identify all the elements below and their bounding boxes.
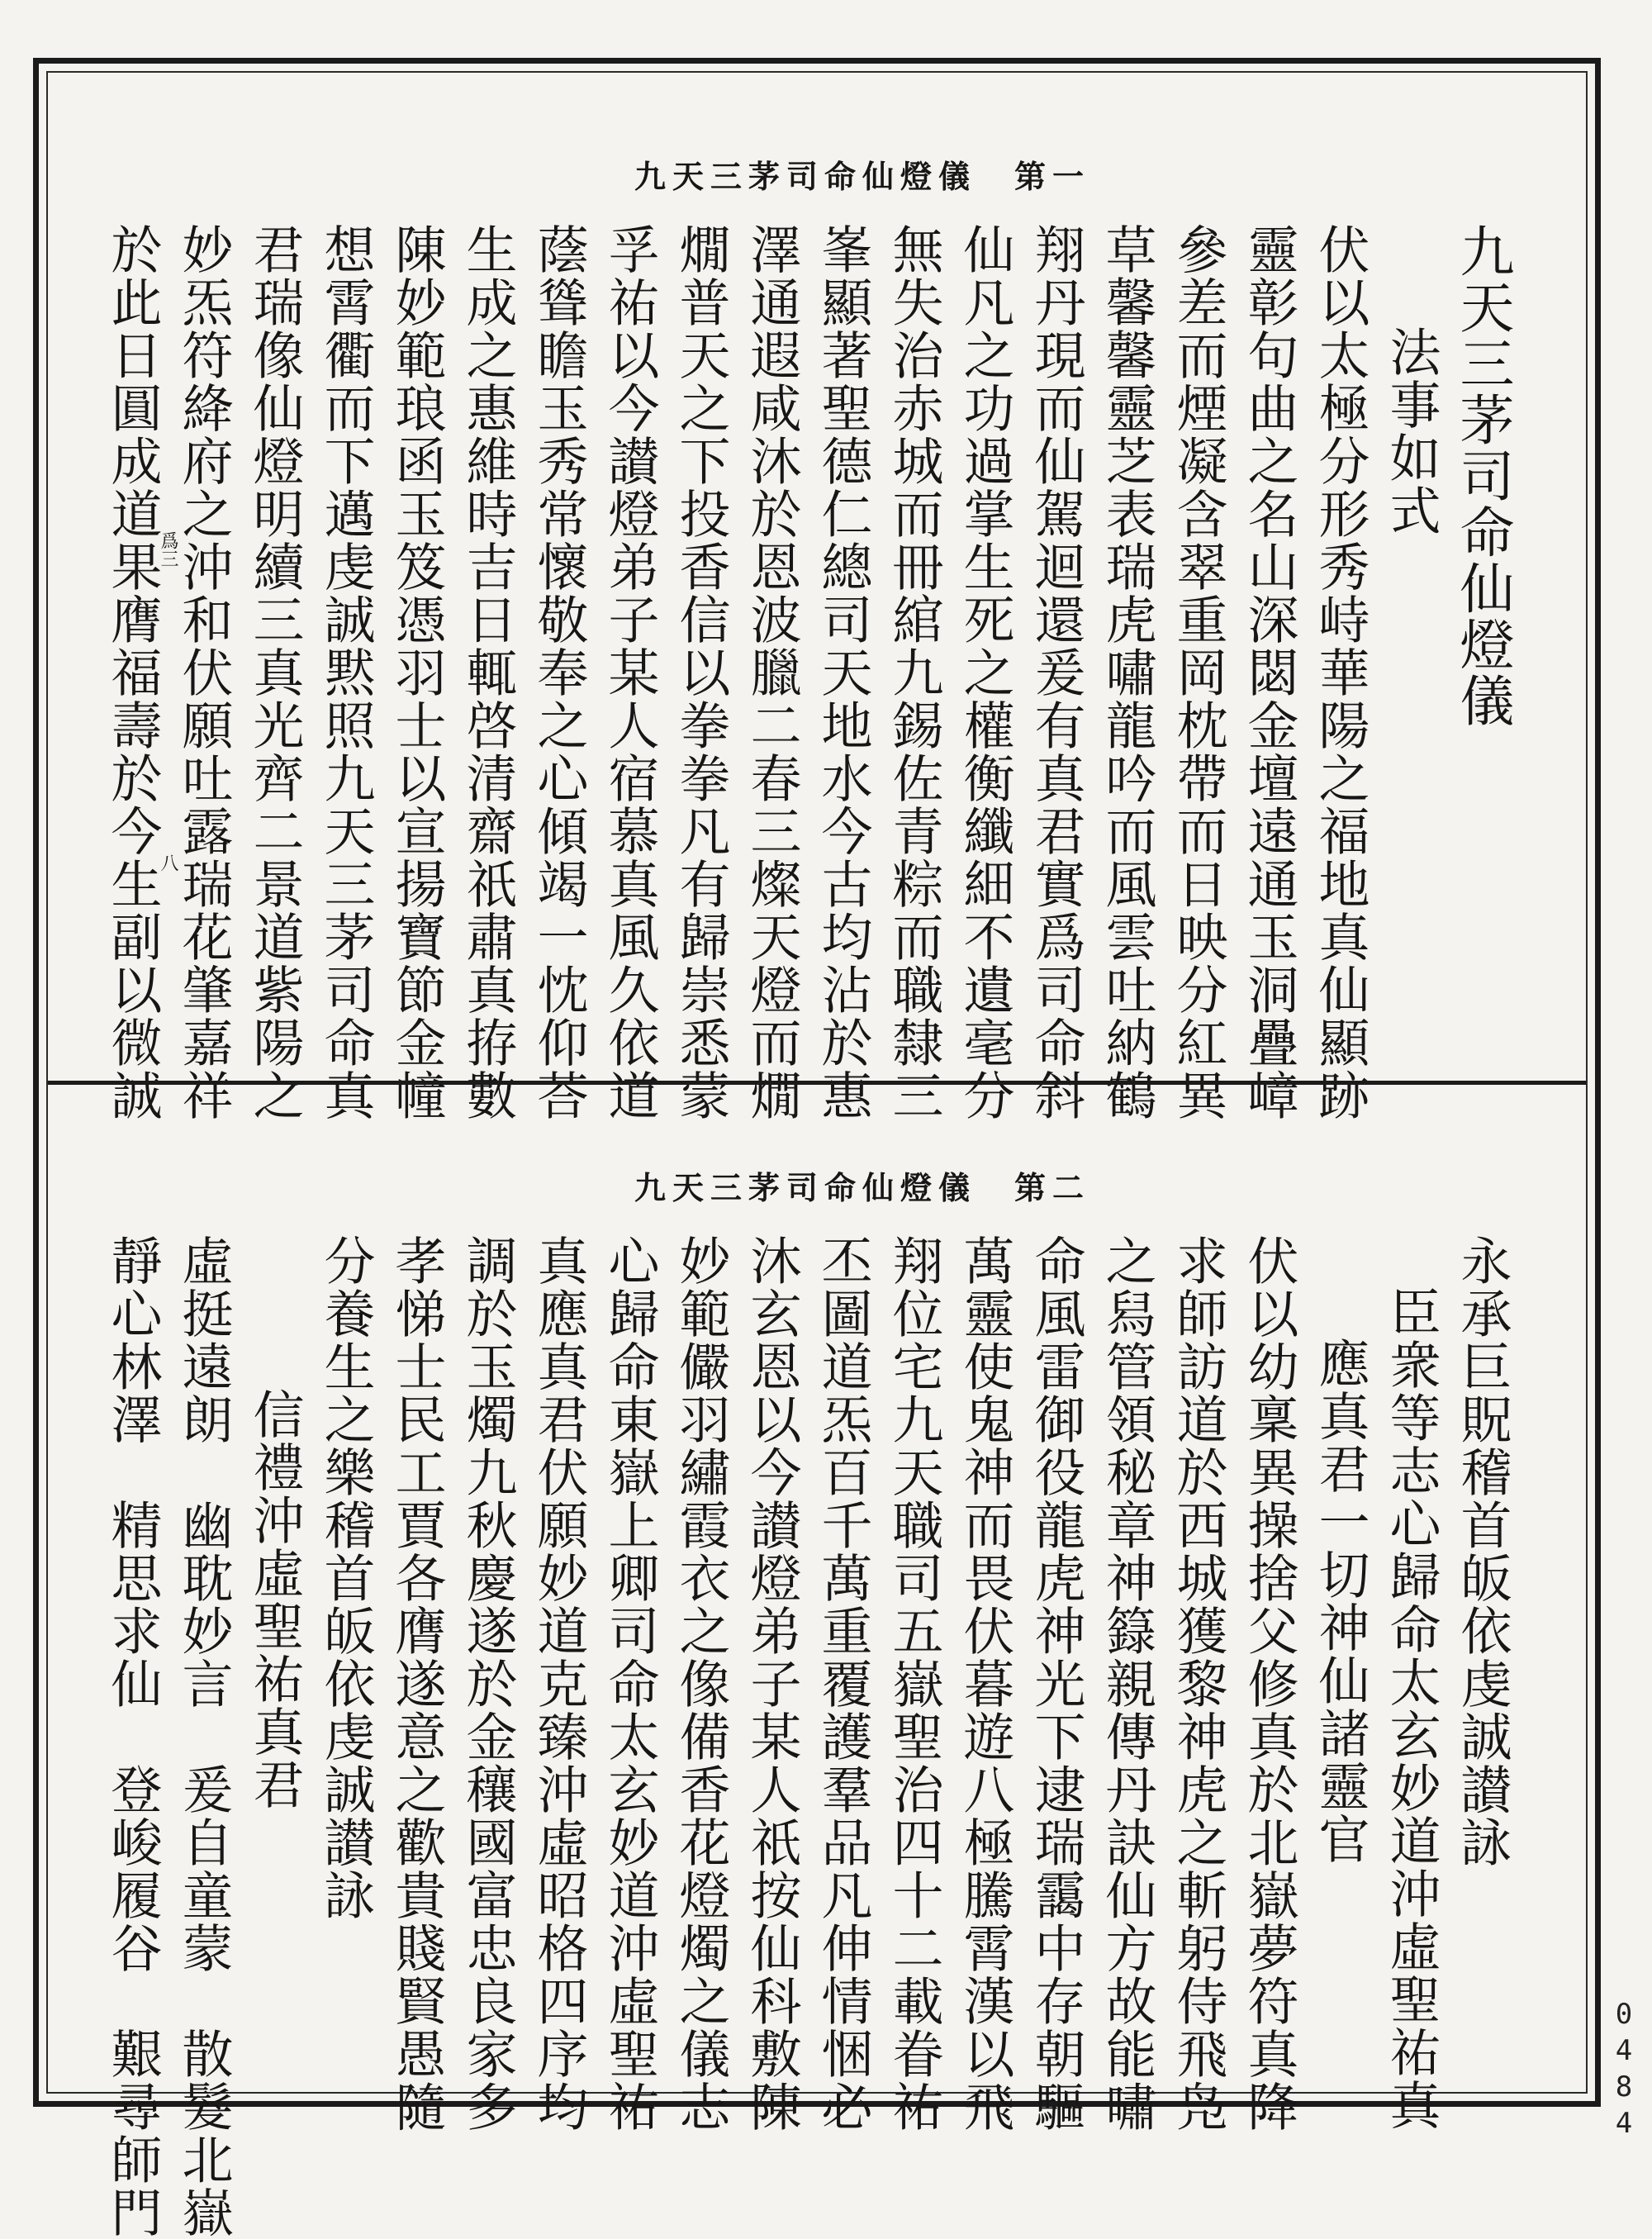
text-column: 伏以幼稟異操捨父修真於北嶽夢符真降	[1239, 1234, 1299, 2133]
text-column: 丕圖道炁百千萬重覆護羣品凡伸情悃必	[813, 1234, 873, 2133]
text-column: 草馨馨靈芝表瑞虎嘯龍吟而風雲吐納鶴	[1097, 223, 1157, 1122]
text-column: 萬靈使鬼神而畏伏暮遊八極騰霄漢以飛	[955, 1234, 1015, 2133]
text-column: 妙範儼羽繡霞衣之像備香花燈燭之儀志	[671, 1234, 731, 2133]
bottom-panel	[48, 1084, 1586, 2239]
text-column: 孝悌士民工賈各膺遂意之歡貴賤賢愚隨	[387, 1234, 447, 2133]
text-column: 分養生之樂稽首皈依虔誠讃詠	[316, 1234, 376, 1922]
text-column: 臣衆等志心歸命太玄妙道沖虛聖祐真	[1381, 1286, 1441, 2132]
text-column: 虛挺遠朗 幽耽妙言 爰自童蒙 散髮北嶽	[173, 1234, 234, 2239]
text-column: 真應真君伏願妙道克臻沖虛昭格四序均	[529, 1234, 589, 2133]
text-column: 澤通遐咸沐於恩波臘二春三燦天燈而燗	[742, 223, 802, 1122]
bottom-text-columns	[102, 1234, 1512, 2239]
page-number: 0484	[1607, 1998, 1640, 2143]
top-text-columns	[102, 223, 1514, 1122]
text-column: 命風雷御役龍虎神光下逮瑞靄中存朝驅	[1026, 1234, 1086, 2133]
text-column: 陳妙範琅函玉笈憑羽士以宣揚寶節金幢	[387, 223, 447, 1122]
text-column: 蔭聳瞻玉秀常懷敬奉之心傾竭一忱仰荅	[529, 223, 589, 1122]
text-column: 沐玄恩以今讃燈弟子某人祇按仙科敷陳	[742, 1234, 802, 2133]
text-column: 翔位宅九天職司五嶽聖治四十二載眷祐	[884, 1234, 944, 2133]
text-column: 於此日圓成道果膺福壽於今生副以微誠	[102, 223, 163, 1122]
text-column: 燗普天之下投香信以拳拳凡有歸崇悉蒙	[671, 223, 731, 1122]
text-column: 心歸命東嶽上卿司命太玄妙道沖虛聖祐	[600, 1234, 660, 2133]
text-column: 永承巨貺稽首皈依虔誠讃詠	[1452, 1234, 1512, 1869]
text-column: 無失治赤城而冊綰九錫佐青粽而職隸三	[884, 223, 944, 1122]
text-column: 靈彰句曲之名山深閟金壇遠通玉洞疊嶂	[1239, 223, 1299, 1122]
text-column: 仙凡之功過掌生死之權衡纖細不遺毫分	[955, 223, 1015, 1122]
text-column: 求師訪道於西城獲黎神虎之斬躬侍飛凫	[1168, 1234, 1228, 2133]
bottom-panel-header: 九天三茅司命仙燈儀 第二	[634, 1169, 1090, 1206]
text-column: 孚祐以今讃燈弟子某人宿慕真風久依道	[600, 223, 660, 1122]
text-column: 法事如式	[1381, 326, 1441, 537]
text-column: 之舄管領秘章神籙親傳丹訣仙方故能嘯	[1097, 1234, 1157, 2133]
text-column: 君瑞像仙燈明續三真光齊二景道紫陽之	[244, 223, 305, 1122]
top-panel-header: 九天三茅司命仙燈儀 第一	[634, 158, 1090, 195]
text-column: 應真君一切神仙諸靈官	[1310, 1337, 1370, 1866]
margin-note: 八	[158, 853, 178, 872]
text-column: 想霄衢而下邁虔誠黙照九天三茅司命真	[316, 223, 376, 1122]
text-column: 妙炁符絳府之沖和伏願吐露瑞花肇嘉祥	[173, 223, 234, 1122]
text-column: 翔丹現而仙駕迴還爰有真君實爲司命斜	[1026, 223, 1086, 1122]
text-column: 調於玉燭九秋慶遂於金穰國富忠良家多	[458, 1234, 518, 2133]
text-column: 峯顯著聖德仁總司天地水今古均沾於惠	[813, 223, 873, 1122]
page-frame	[46, 71, 1588, 2239]
text-column: 伏以太極分形秀峙華陽之福地真仙顯跡	[1310, 223, 1370, 1122]
text-column: 信禮沖虛聖祐真君	[244, 1388, 305, 1811]
margin-note: 爲三	[158, 531, 178, 568]
text-column: 靜心林澤 精思求仙 登峻履谷 艱尋師門	[102, 1234, 163, 2239]
text-column: 生成之惠維時吉日輒啓清齋祇肅真拵數	[458, 223, 518, 1122]
text-column: 九天三茅司命仙燈儀	[1450, 223, 1514, 729]
top-panel	[48, 73, 1586, 1122]
text-column: 參差而煙凝含翠重岡枕帶而日映分紅異	[1168, 223, 1228, 1122]
